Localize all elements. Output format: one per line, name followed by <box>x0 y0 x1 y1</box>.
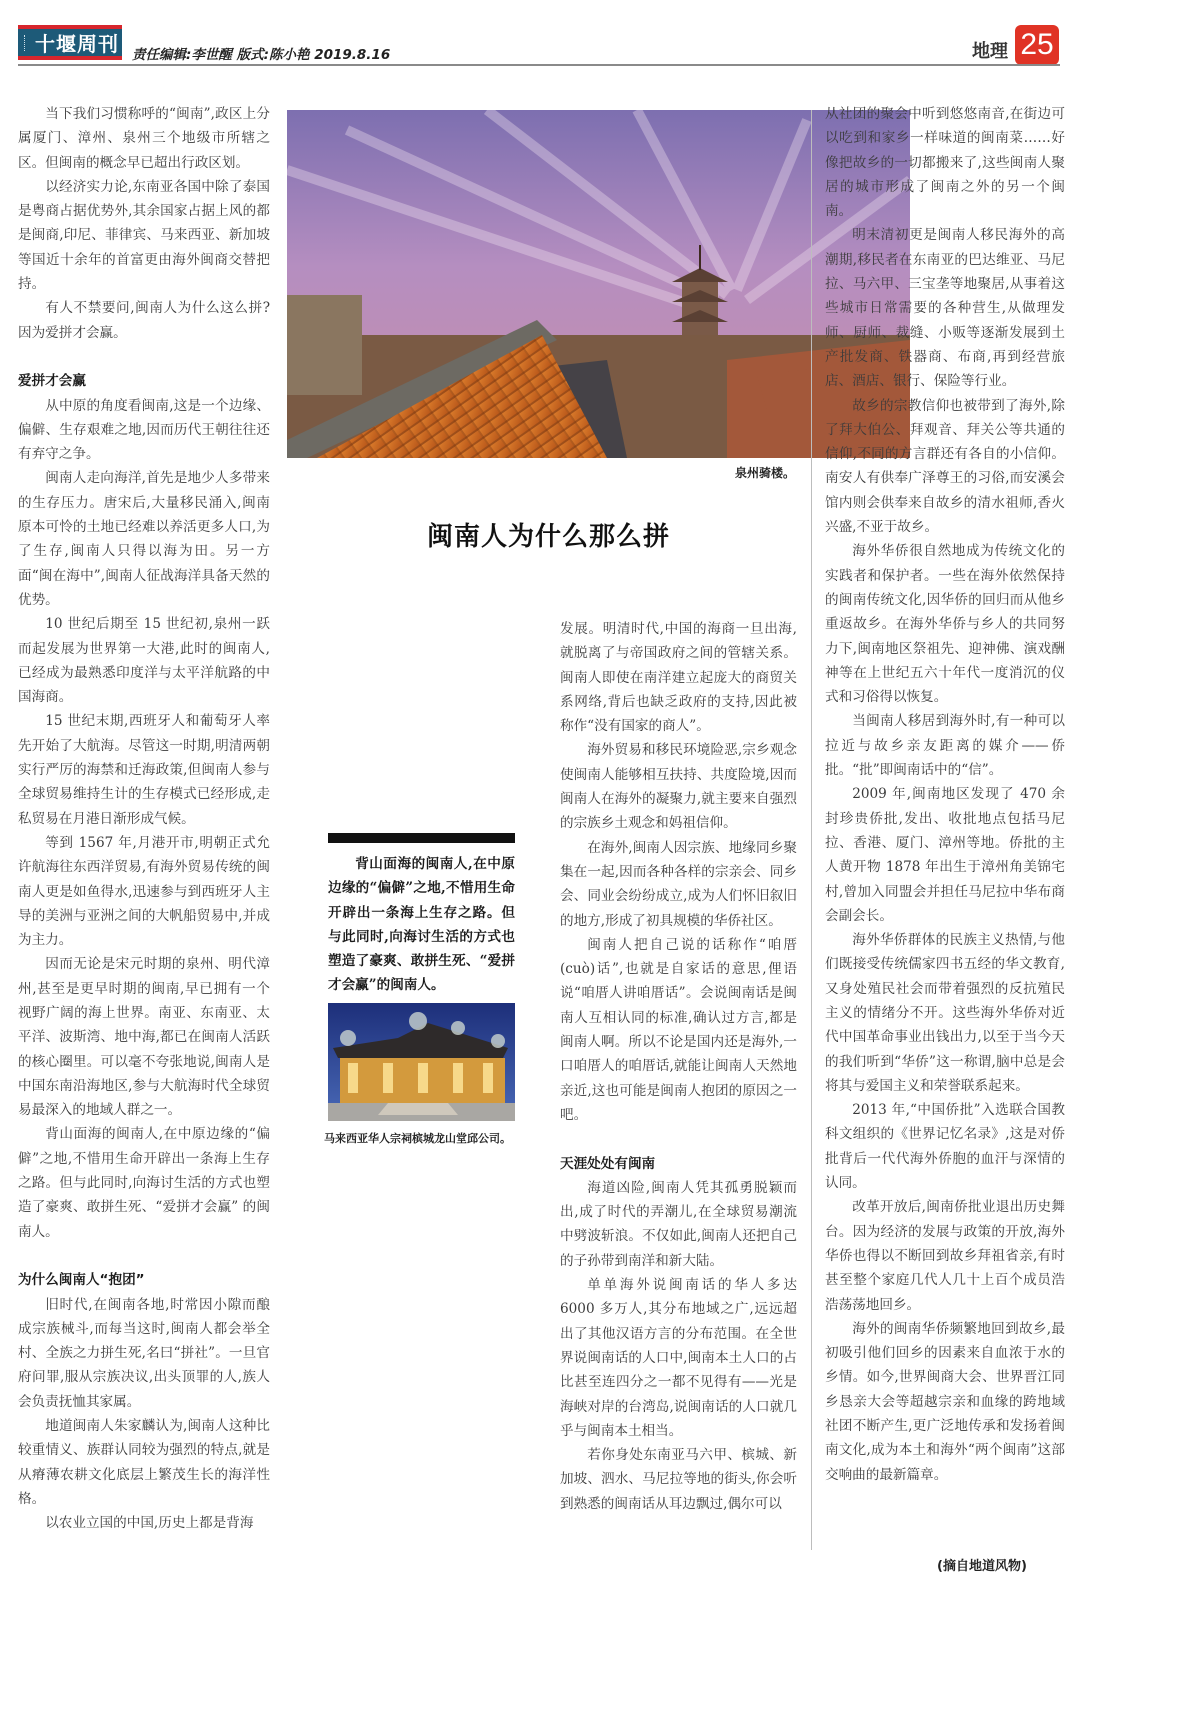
temple-photo-caption: 马来西亚华人宗祠槟城龙山堂邱公司。 <box>324 1132 511 1145</box>
article-title: 闽南人为什么那么拼 <box>426 522 670 552</box>
paragraph: 2009 年,闽南地区发现了 470 余封珍贵侨批,发出、收批地点包括马尼拉、香港、厦门、漳州等地。侨批的主人黄开物 1878 年出生于漳州角美锦宅村,曾加入同盟会并担任马尼拉中华布商会副会长。 <box>825 786 1065 924</box>
text-column-left <box>18 102 270 1536</box>
paragraph: 15 世纪末期,西班牙人和葡萄牙人率先开始了大航海。尽管这一时期,明清两朝实行严厉的海禁和迁海政策,但闽南人参与全球贸易维持生计的生存模式已经形成,走私贸易在月港日渐形成气候。 <box>18 713 270 827</box>
paragraph: 从社团的聚会中听到悠悠南音,在街边可以吃到和家乡一样味道的闽南菜……好像把故乡的一切都搬来了,这些闽南人聚居的城市形成了闽南之外的另一个闽南。 <box>825 106 1065 220</box>
section-label: 地理 <box>972 41 1008 62</box>
paragraph: 故乡的宗教信仰也被带到了海外,除了拜大伯公、拜观音、拜关公等共通的信仰,不同的方言群还有各自的小信仰。南安人有供奉广泽尊王的习俗,而安溪会馆内则会供奉来自故乡的清水祖师,香火兴盛,不亚于故乡。 <box>825 397 1065 536</box>
paragraph: 闽南人走向海洋,首先是地少人多带来的生存压力。唐宋后,大量移民涌入,闽南原本可怜的土地已经难以养活更多人口,为了生存,闽南人只得以海为田。另一方面“闽在海中”,闽南人征战海洋具备天然的优势。 <box>18 470 270 608</box>
logo-text: 十堰周刊 <box>35 32 119 56</box>
paragraph: 发展。明清时代,中国的海商一旦出海,就脱离了与帝国政府之间的管辖关系。闽南人即使在南洋建立起庞大的商贸关系网络,背后也缺乏政府的支持,因此被称作“没有国家的商人”。 <box>560 621 797 735</box>
paragraph: 等到 1567 年,月港开市,明朝正式允许航海往东西洋贸易,有海外贸易传统的闽南人更是如鱼得水,迅速参与到西班牙人主导的美洲与亚洲之间的大帆船贸易中,并成为主力。 <box>18 834 270 949</box>
spacer <box>560 1127 797 1151</box>
text-column-middle <box>560 617 797 1516</box>
paragraph: 旧时代,在闽南各地,时常因小隙而酿成宗族械斗,而每当这时,闽南人都会举全村、全族之力拼生死,名曰“拼社”。一旦官府问罪,服从宗族决议,出头顶罪的人,族人会负责抚恤其家属。 <box>18 1296 270 1410</box>
subheading: 爱拼才会赢 <box>18 373 86 390</box>
text-column-right <box>825 102 1065 1487</box>
paragraph: 海外华侨群体的民族主义热情,与他们既接受传统儒家四书五经的华文教育,又身处殖民社会而带着强烈的反抗殖民主义的情绪分不开。这些海外华侨对近代中国革命事业出钱出力,以至于当今天的我们听到“华侨”这一称谓,脑中总是会将其与爱国主义和荣誉联系起来。 <box>825 932 1065 1094</box>
main-photo-quanzhou-arcade <box>287 110 910 458</box>
paragraph: 10 世纪后期至 15 世纪初,泉州一跃而起发展为世界第一大港,此时的闽南人,已经成为最熟悉印度洋与太平洋航路的中国海商。 <box>18 616 270 706</box>
paragraph: 闽南人把自己说的话称作“咱厝(cuò)话”,也就是自家话的意思,俚语说“咱厝人讲咱厝话”。会说闽南话是闽南人互相认同的标准,确认过方言,都是闽南人啊。所以不论是国内还是海外,一口咱厝人的咱厝话,就能让闽南人天然地亲近,这也可能是闽南人抱团的原因之一吧。 <box>560 936 797 1123</box>
paragraph: 因而无论是宋元时期的泉州、明代漳州,甚至是更早时期的闽南,早已拥有一个视野广阔的海上世界。南亚、东南亚、太平洋、波斯湾、地中海,都已在闽南人活跃的核心圈里。可以毫不夸张地说,闽南人是中国东南沿海地区,参与大航海时代全球贸易最深入的地域人群之一。 <box>18 956 270 1119</box>
paragraph: 以农业立国的中国,历史上都是背海 <box>45 1515 254 1532</box>
column-divider <box>811 110 812 1550</box>
paragraph: 改革开放后,闽南侨批业退出历史舞台。因为经济的发展与政策的开放,海外华侨也得以不断回到故乡拜祖省亲,有时甚至整个家庭几代人几十上百个成员浩浩荡荡地回乡。 <box>825 1199 1065 1313</box>
temple-photo <box>328 1003 515 1121</box>
paragraph: 若你身处东南亚马六甲、槟城、新加坡、泗水、马尼拉等地的街头,你会听到熟悉的闽南话从耳边飘过,偶尔可以 <box>560 1447 797 1512</box>
pull-quote-bar <box>328 833 515 843</box>
paragraph: 海外的闽南华侨频繁地回到故乡,最初吸引他们回乡的因素来自血浓于水的乡情。如今,世界闽商大会、世界晋江同乡恳亲大会等超越宗亲和血缘的跨地域社团不断产生,更广泛地传承和发扬着闽南文化,成为本土和海外“两个闽南”这部交响曲的最新篇章。 <box>825 1320 1065 1483</box>
paragraph: 有人不禁要问,闽南人为什么这么拼?因为爱拼才会赢。 <box>18 300 270 341</box>
spacer <box>18 345 270 369</box>
subheading: 为什么闽南人“抱团” <box>18 1272 145 1289</box>
paragraph: 海外华侨很自然地成为传统文化的实践者和保护者。一些在海外依然保持的闽南传统文化,因华侨的回归而从他乡重返故乡。在海外华侨与乡人的共同努力下,闽南地区祭祖先、迎神佛、演戏酬神等在上世纪五六十年代一度消沉的仪式和习俗得以恢复。 <box>825 543 1065 706</box>
paragraph: 地道闽南人朱家麟认为,闽南人这种比较重情义、族群认同较为强烈的特点,就是从瘠薄农耕文化底层上繁茂生长的海洋性格。 <box>18 1418 270 1507</box>
paragraph: 当闽南人移居到海外时,有一种可以拉近与故乡亲友距离的媒介——侨批。“批”即闽南话中的“信”。 <box>825 713 1065 779</box>
subheading: 天涯处处有闽南 <box>560 1155 656 1172</box>
page-number-badge: 25 <box>1015 25 1059 65</box>
editor-credits: 责任编辑:李世醒 版式:陈小艳 2019.8.16 <box>132 47 391 63</box>
paragraph: 背山面海的闽南人,在中原边缘的“偏僻”之地,不惜用生命开辟出一条海上生存之路。但与此同时,向海讨生活的方式也塑造了豪爽、敢拼生死、“爱拼才会赢” 的闽南人。 <box>18 1126 270 1240</box>
paragraph: 从中原的角度看闽南,这是一个边缘、偏僻、生存艰难之地,因而历代王朝往往还有弃守之争。 <box>18 397 270 463</box>
spacer <box>18 1244 270 1268</box>
old-building <box>287 295 362 395</box>
paragraph: 以经济实力论,东南亚各国中除了泰国是粤商占据优势外,其余国家占据上风的都是闽商,印尼、菲律宾、马来西亚、新加坡等国近十余年的首富更由海外闽商交替把持。 <box>18 178 270 293</box>
paragraph: 海道凶险,闽南人凭其孤勇脱颖而出,成了时代的弄潮儿,在全球贸易潮流中劈波斩浪。不仅如此,闽南人还把自己的子孙带到南洋和新大陆。 <box>560 1179 797 1269</box>
source-credit: (摘自地道风物) <box>937 1559 1027 1574</box>
photo-illustration <box>287 110 910 458</box>
pull-quote: 背山面海的闽南人,在中原边缘的“偏僻”之地,不惜用生命开辟出一条海上生存之路。但与此同时,向海讨生活的方式也塑造了豪爽、敢拼生死、“爱拼才会赢”的闽南人。 <box>328 856 515 994</box>
paragraph: 2013 年,“中国侨批”入选联合国教科文组织的《世界记忆名录》,这是对侨批背后一代代海外侨胞的血汗与深情的认同。 <box>825 1102 1065 1192</box>
paragraph: 单单海外说闽南话的华人多达 6000 多万人,其分布地域之广,远远超出了其他汉语方言的分布范围。在全世界说闽南话的人口中,闽南本土人口的占比甚至连四分之一都不见得有——光是海峡对岸的台湾岛,说闽南话的人口就几乎与闽南本土相当。 <box>560 1277 797 1439</box>
masthead-logo <box>18 25 122 60</box>
paragraph: 当下我们习惯称呼的“闽南”,政区上分属厦门、漳州、泉州三个地级市所辖之区。但闽南的概念早已超出行政区划。 <box>18 106 270 171</box>
temple-illustration <box>328 1003 515 1121</box>
header-divider <box>18 64 1060 66</box>
paragraph: 明末清初更是闽南人移民海外的高潮期,移民者在东南亚的巴达维亚、马尼拉、马六甲、三宝垄等地聚居,从事着这些城市日常需要的各种营生,从做理发师、厨师、裁缝、小贩等逐渐发展到土产批发商、铁器商、布商,再到经营旅店、酒店、银行、保险等行业。 <box>825 227 1065 390</box>
paragraph: 在海外,闽南人因宗族、地缘同乡聚集在一起,因而各种各样的宗亲会、同乡会、同业会纷纷成立,成为人们怀旧叙旧的地方,形成了初具规模的华侨社区。 <box>560 839 797 929</box>
main-photo-caption: 泉州骑楼。 <box>735 466 796 480</box>
paragraph: 海外贸易和移民环境险恶,宗乡观念使闽南人能够相互扶持、共度险境,因而闽南人在海外的凝聚力,就主要来自强烈的宗族乡土观念和妈祖信仰。 <box>560 742 797 832</box>
logo-ornament <box>24 35 29 51</box>
